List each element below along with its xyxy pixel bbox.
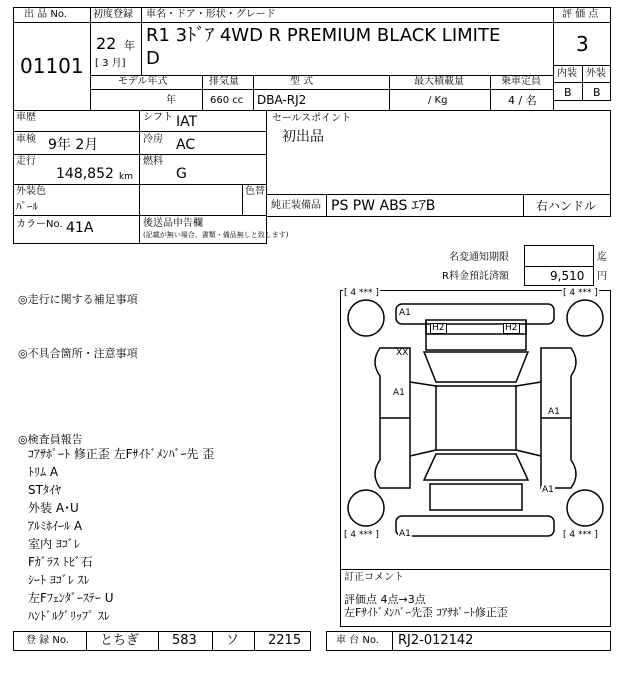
vehicle-name-line2: D xyxy=(146,48,160,69)
shift-label: シフト xyxy=(143,112,173,123)
damage-mark: A1 xyxy=(399,529,411,539)
damage-mark: A1 xyxy=(542,485,554,495)
damage-mark: H2 xyxy=(432,323,445,333)
sales-point-label: セールスポイント xyxy=(272,113,352,124)
damage-mark: A1 xyxy=(548,407,560,417)
recycle-unit: 円 xyxy=(597,271,607,282)
type-label: 型 式 xyxy=(290,76,314,87)
correction-line1: 評価点 4点→3点 xyxy=(344,593,426,606)
lot-number: 01101 xyxy=(20,54,84,78)
handle-value: 右ハンドル xyxy=(536,199,597,213)
max-load-value: / Kg xyxy=(428,95,448,106)
mileage-label: 走行 xyxy=(16,156,36,167)
reg-num2: 2215 xyxy=(268,633,302,648)
correction-label: 訂正コメント xyxy=(344,572,404,583)
capacity-label: 乗車定員 xyxy=(501,76,541,87)
front-bumper xyxy=(396,304,554,324)
vehicle-name-line1: R1 3ﾄﾞｱ 4WD R PREMIUM BLACK LIMITE xyxy=(146,25,501,46)
reg-label: 登 録 No. xyxy=(26,635,69,646)
inspector-line: Fｶﾞﾗｽ ﾄﾋﾞ石 xyxy=(28,555,93,569)
type-value: DBA-RJ2 xyxy=(257,93,307,107)
inspector-line: ﾄﾘﾑ A xyxy=(28,465,59,479)
tire-label-rear-right: [ 4 *** ] xyxy=(563,530,598,540)
driving-notes-label: ◎走行に関する補足事項 xyxy=(18,293,138,306)
inspection-label: 車検 xyxy=(16,134,36,145)
displacement-value: 660 cc xyxy=(210,95,244,106)
history-label: 車歴 xyxy=(16,112,36,123)
model-year-unit: 年 xyxy=(166,95,176,106)
roof xyxy=(436,386,516,450)
tire-label-front-right: [ 4 *** ] xyxy=(563,288,598,298)
lot-label: 出 品 No. xyxy=(24,9,67,20)
tire-rear-left xyxy=(348,490,384,526)
inspector-line: STﾀｲﾔ xyxy=(28,483,61,497)
name-change-unit: 迄 xyxy=(597,252,607,263)
inspector-line: 外装 A･U xyxy=(28,501,79,515)
color-no-label: カラーNo. xyxy=(16,219,63,230)
inspector-line: ｺｱｻﾎﾟｰﾄ 修正歪 左Fｻｲﾄﾞﾒﾝﾊﾞｰ先 歪 xyxy=(28,447,215,461)
chassis-value: RJ2-012142 xyxy=(398,633,474,648)
reg-num1: 583 xyxy=(172,633,197,648)
model-year-label: モデル年式 xyxy=(118,76,168,87)
rear-bumper xyxy=(396,516,554,536)
fuel-value: G xyxy=(176,166,187,182)
mileage-value: 148,852 xyxy=(56,166,114,182)
damage-mark: XX xyxy=(396,348,409,358)
inspection-value: 9年 2月 xyxy=(48,137,99,153)
inspector-lines xyxy=(28,448,214,628)
tire-rear-right xyxy=(567,490,603,526)
tire-label-front-left: [ 4 *** ] xyxy=(344,288,379,298)
mileage-unit: km xyxy=(119,172,133,182)
reg-kana: ソ xyxy=(226,633,240,648)
defect-notes-label: ◎不具合箇所・注意事項 xyxy=(18,347,138,360)
equipment-value: PS PW ABS ｴｱB xyxy=(331,198,436,214)
inspector-line: ﾊﾝﾄﾞﾙｸﾞﾘｯﾌﾟ ｽﾚ xyxy=(28,609,110,623)
damage-mark: A1 xyxy=(399,308,411,318)
first-reg-label: 初度登録 xyxy=(93,9,133,20)
inspector-line: 左Fﾌｪﾝﾀﾞｰｽﾃｰ U xyxy=(28,591,114,605)
capacity-value: 4 / 名 xyxy=(508,94,537,107)
recycle-value: 9,510 xyxy=(550,269,585,283)
color-no-value: 41A xyxy=(66,220,94,236)
interior-label: 内装 xyxy=(557,68,577,79)
name-change-label: 名変通知期限 xyxy=(449,252,509,263)
fuel-label: 燃料 xyxy=(143,156,163,167)
color-change-label: 色替 xyxy=(245,186,265,197)
color-value: ﾊﾟｰﾙ xyxy=(16,200,38,213)
inspector-line: 室内 ﾖｺﾞﾚ xyxy=(28,537,80,551)
inspector-line: ｱﾙﾐﾎｲｰﾙ A xyxy=(28,519,83,533)
aftermarket-label: 後送品申告欄 xyxy=(143,218,203,229)
name-change-box xyxy=(524,245,594,267)
year-unit: 年 xyxy=(124,39,135,52)
color-label: 外装色 xyxy=(16,186,46,197)
grade-value: 3 xyxy=(576,32,589,56)
inspector-label: ◎検査員報告 xyxy=(18,433,83,446)
first-reg-month: [ 3 月] xyxy=(95,58,126,69)
recycle-label: R料金預託済額 xyxy=(442,271,509,282)
vehicle-label: 車名・ドア・形状・グレード xyxy=(146,9,276,20)
ac-value: AC xyxy=(176,137,196,153)
first-reg-year: 22 xyxy=(96,34,117,53)
correction-line2: 左Fｻｲﾄﾞﾒﾝﾊﾞｰ先歪 ｺｱｻﾎﾟｰﾄ修正歪 xyxy=(344,606,508,619)
rear-glass xyxy=(424,454,528,480)
ac-label: 冷房 xyxy=(143,134,163,145)
tire-label-rear-left: [ 4 *** ] xyxy=(344,530,379,540)
car-diagram xyxy=(340,290,611,570)
aftermarket-note: (記載が無い場合、書類・備品無しと致します) xyxy=(143,231,289,239)
tire-front-left xyxy=(348,300,384,336)
inspector-line: ｼｰﾄ ﾖｺﾞﾚ ｽﾚ xyxy=(28,573,90,587)
max-load-label: 最大積載量 xyxy=(414,76,464,87)
grade-label: 評 価 点 xyxy=(562,9,599,20)
sales-point-value: 初出品 xyxy=(282,129,324,145)
exterior-label: 外装 xyxy=(586,68,606,79)
damage-mark: A1 xyxy=(393,388,405,398)
windshield xyxy=(424,352,528,382)
interior-value: B xyxy=(564,86,572,99)
tire-front-right xyxy=(567,300,603,336)
trunk xyxy=(430,484,522,510)
equipment-label: 純正装備品 xyxy=(271,200,321,211)
chassis-label: 車 台 No. xyxy=(336,635,379,646)
damage-mark: H2 xyxy=(505,323,518,333)
shift-value: IAT xyxy=(176,114,198,130)
exterior-value: B xyxy=(593,86,601,99)
displacement-label: 排気量 xyxy=(209,76,239,87)
reg-pref: とちぎ xyxy=(100,633,140,648)
